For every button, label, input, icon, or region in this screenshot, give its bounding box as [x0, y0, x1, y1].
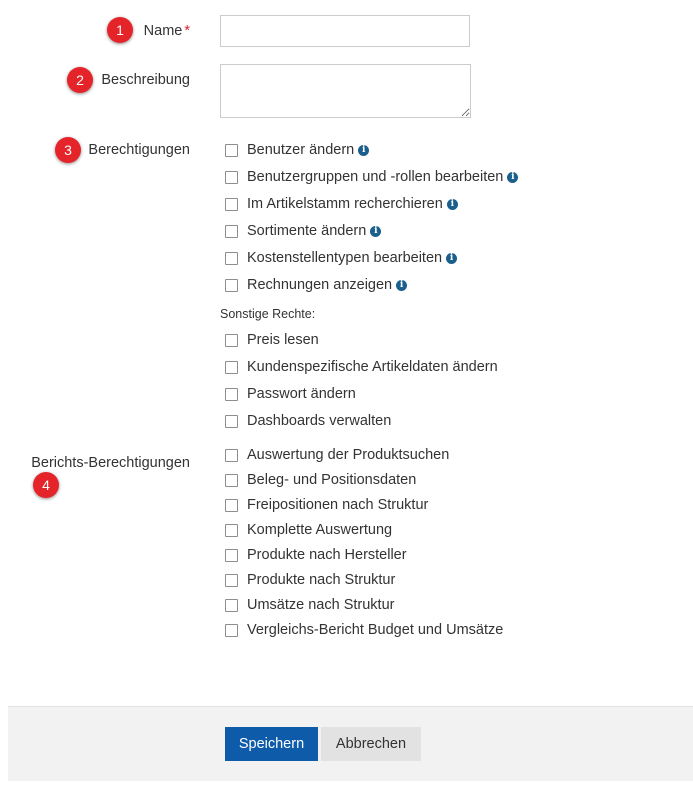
- checkbox-row-freipositionen-nach-struktur[interactable]: [225, 496, 428, 514]
- checkbox-row-umsaetze-nach-struktur[interactable]: [225, 596, 394, 614]
- info-circle-icon[interactable]: i: [507, 172, 518, 183]
- checkbox[interactable]: [225, 624, 238, 637]
- permissions-label: Berechtigungen: [88, 142, 190, 158]
- checkbox-label[interactable]: Kostenstellentypen bearbeiten: [247, 250, 443, 266]
- required-marker: *: [184, 23, 190, 39]
- checkbox[interactable]: [225, 225, 238, 238]
- checkbox-row-vergleichs-bericht-budget-und-umsaetze[interactable]: [225, 621, 503, 639]
- checkbox-label[interactable]: Preis lesen: [247, 332, 319, 348]
- checkbox-label[interactable]: Produkte nach Hersteller: [247, 547, 407, 563]
- save-button[interactable]: Speichern: [225, 727, 318, 761]
- checkbox-row-dashboards-verwalten[interactable]: [225, 412, 391, 430]
- info-circle-icon[interactable]: i: [396, 280, 407, 291]
- checkbox[interactable]: [225, 334, 238, 347]
- checkbox-label[interactable]: Auswertung der Produktsuchen: [247, 447, 450, 463]
- checkbox[interactable]: [225, 524, 238, 537]
- checkbox-row-passwort-aendern[interactable]: [225, 385, 356, 403]
- cancel-button[interactable]: Abbrechen: [321, 727, 421, 761]
- checkbox[interactable]: [225, 549, 238, 562]
- checkbox[interactable]: [225, 599, 238, 612]
- name-label: [144, 23, 190, 39]
- checkbox[interactable]: [225, 449, 238, 462]
- annotation-badge-1: 1: [107, 17, 133, 43]
- checkbox-row-komplette-auswertung[interactable]: [225, 521, 392, 539]
- info-circle-icon[interactable]: i: [447, 199, 458, 210]
- checkbox-row-benutzergruppen-und-rollen-bearbeiten[interactable]: [225, 168, 518, 186]
- checkbox[interactable]: [225, 171, 238, 184]
- annotation-badge-3: 3: [55, 137, 81, 163]
- checkbox[interactable]: [225, 361, 238, 374]
- checkbox-label[interactable]: Komplette Auswertung: [247, 522, 393, 538]
- checkbox-label[interactable]: Kundenspezifische Artikeldaten ändern: [247, 359, 498, 375]
- checkbox-label[interactable]: Benutzer ändern: [247, 142, 355, 158]
- checkbox[interactable]: [225, 252, 238, 265]
- checkbox-label[interactable]: Benutzergruppen und -rollen bearbeiten: [247, 169, 504, 185]
- checkbox-row-auswertung-der-produktsuchen[interactable]: [225, 446, 449, 464]
- name-label-text: Name: [143, 23, 183, 39]
- checkbox-row-sortimente-aendern[interactable]: [225, 222, 381, 240]
- checkbox-row-benutzer-aendern[interactable]: [225, 141, 369, 159]
- info-circle-icon[interactable]: i: [358, 145, 369, 156]
- checkbox-label[interactable]: Umsätze nach Struktur: [247, 597, 395, 613]
- checkbox-row-rechnungen-anzeigen[interactable]: [225, 276, 407, 294]
- checkbox-row-kundenspezifische-artikeldaten-aendern[interactable]: [225, 358, 498, 376]
- checkbox-row-kostenstellentypen-bearbeiten[interactable]: [225, 249, 457, 267]
- info-circle-icon[interactable]: i: [370, 226, 381, 237]
- checkbox[interactable]: [225, 144, 238, 157]
- annotation-badge-2: 2: [67, 67, 93, 93]
- name-input[interactable]: [220, 15, 470, 47]
- description-label: Beschreibung: [101, 72, 190, 88]
- other-rights-heading: Sonstige Rechte:: [220, 307, 316, 321]
- checkbox-row-preis-lesen[interactable]: [225, 331, 319, 349]
- checkbox-row-beleg-und-positionsdaten[interactable]: [225, 471, 416, 489]
- checkbox-label[interactable]: Rechnungen anzeigen: [247, 277, 393, 293]
- checkbox[interactable]: [225, 415, 238, 428]
- checkbox-label[interactable]: Dashboards verwalten: [247, 413, 392, 429]
- info-circle-icon[interactable]: i: [446, 253, 457, 264]
- checkbox[interactable]: [225, 198, 238, 211]
- checkbox-label[interactable]: Passwort ändern: [247, 386, 356, 402]
- checkbox[interactable]: [225, 574, 238, 587]
- checkbox-label[interactable]: Freipositionen nach Struktur: [247, 497, 429, 513]
- checkbox-row-im-artikelstamm-recherchieren[interactable]: [225, 195, 458, 213]
- checkbox-label[interactable]: Beleg- und Positionsdaten: [247, 472, 417, 488]
- checkbox-row-produkte-nach-struktur[interactable]: [225, 571, 395, 589]
- description-textarea[interactable]: [220, 64, 471, 118]
- checkbox[interactable]: [225, 474, 238, 487]
- checkbox[interactable]: [225, 499, 238, 512]
- checkbox-label[interactable]: Sortimente ändern: [247, 223, 367, 239]
- checkbox-row-produkte-nach-hersteller[interactable]: [225, 546, 407, 564]
- checkbox[interactable]: [225, 279, 238, 292]
- checkbox-label[interactable]: Vergleichs-Bericht Budget und Umsätze: [247, 622, 504, 638]
- annotation-badge-4: 4: [33, 472, 59, 498]
- checkbox-label[interactable]: Im Artikelstamm recherchieren: [247, 196, 443, 212]
- report-permissions-label: Berichts-Berechtigungen: [31, 455, 190, 471]
- checkbox[interactable]: [225, 388, 238, 401]
- checkbox-label[interactable]: Produkte nach Struktur: [247, 572, 396, 588]
